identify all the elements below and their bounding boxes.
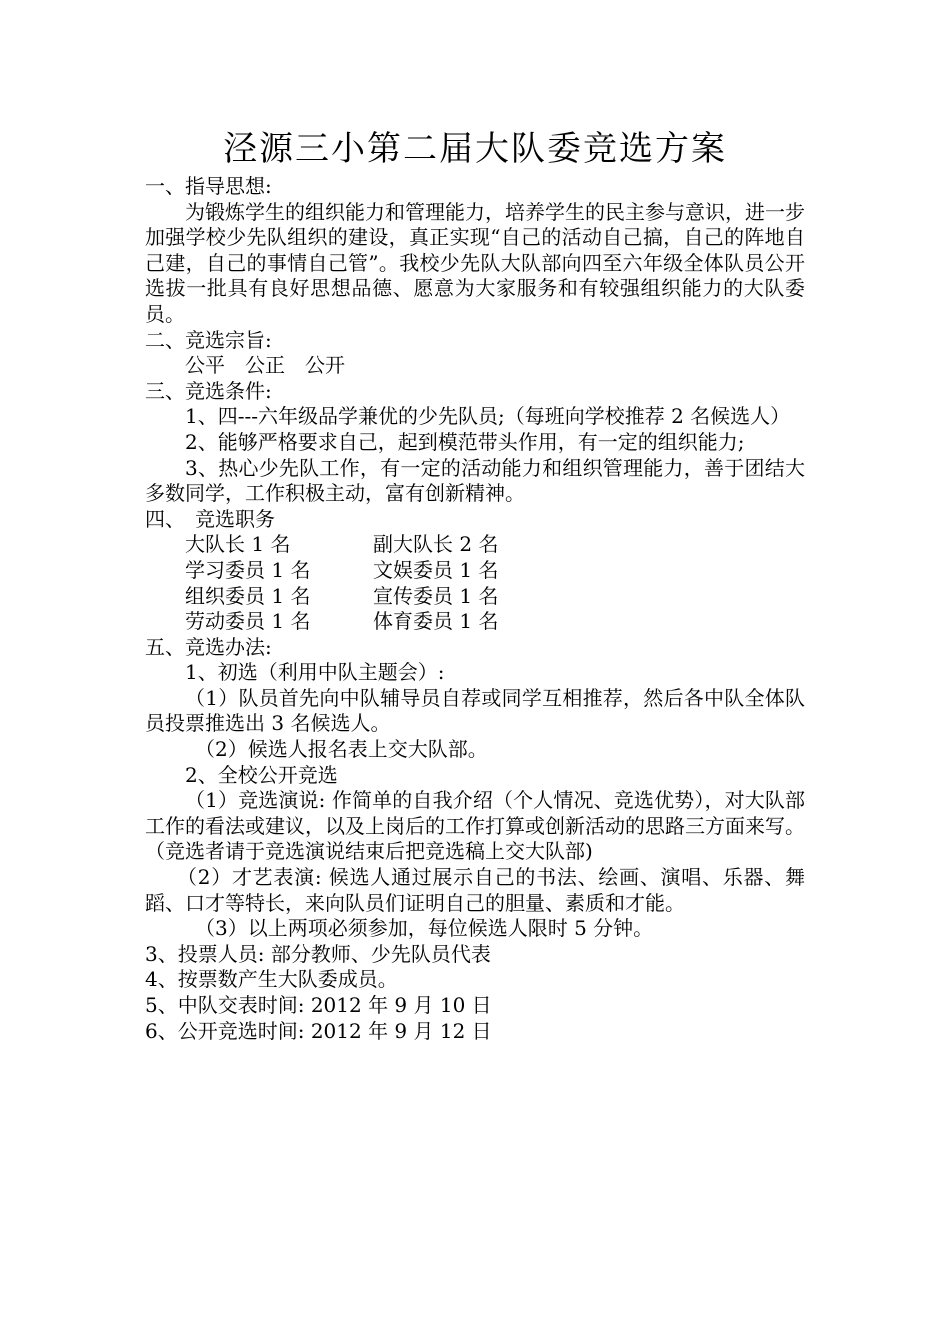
position-label: 宣传委员 1 名 bbox=[373, 583, 499, 608]
position-label: 学习委员 1 名 bbox=[185, 557, 311, 582]
method-step-2b: （2）才艺表演: 候选人通过展示自己的书法、绘画、演唱、乐器、舞蹈、口才等特长，来向队员们证明自己的胆量、素质和才能。 bbox=[145, 865, 805, 915]
method-step-2c: （3）以上两项必须参加，每位候选人限时 5 分钟。 bbox=[195, 916, 654, 941]
method-step-2a: （1）竞选演说: 作简单的自我介绍（个人情况、竞选优势），对大队部工作的看法或建议，以及上岗后的工作打算或创新活动的思路三方面来写。（竞选者请于竞选演说结束后把竞选稿上交大队部) bbox=[145, 788, 805, 864]
position-label: 文娱委员 1 名 bbox=[373, 557, 499, 582]
method-step-1a: （1）队员首先向中队辅导员自荐或同学互相推荐，然后各中队全体队员投票推选出 3 名候选人。 bbox=[145, 685, 805, 736]
positions-row bbox=[145, 558, 805, 584]
position-label: 劳动委员 1 名 bbox=[185, 609, 311, 634]
section-heading-positions: 四、 竞选职务 bbox=[145, 506, 275, 531]
item-voters: 3、投票人员: 部分教师、少先队员代表 bbox=[145, 941, 491, 966]
method-step-2: 2、全校公开竞选 bbox=[185, 762, 338, 787]
item-submission-date: 5、中队交表时间: 2012 年 9 月 10 日 bbox=[145, 993, 492, 1017]
item-election-date: 6、公开竞选时间: 2012 年 9 月 12 日 bbox=[145, 1018, 492, 1043]
section-heading-guiding-thought: 一、指导思想: bbox=[145, 174, 272, 198]
condition-item-3: 3、热心少先队工作，有一定的活动能力和组织管理能力，善于团结大多数同学，工作积极主动，富有创新精神。 bbox=[145, 455, 805, 506]
method-step-1b: （2）候选人报名表上交大队部。 bbox=[195, 737, 488, 762]
position-label: 组织委员 1 名 bbox=[185, 583, 311, 608]
item-result: 4、按票数产生大队委成员。 bbox=[145, 967, 398, 992]
method-step-1: 1、初选（利用中队主题会）: bbox=[185, 660, 445, 685]
condition-item-2: 2、能够严格要求自己，起到模范带头作用，有一定的组织能力; bbox=[185, 429, 745, 454]
section-heading-purpose: 二、竞选宗旨: bbox=[145, 327, 272, 352]
paragraph-guiding-thought: 为锻炼学生的组织能力和管理能力，培养学生的民主参与意识，进一步加强学校少先队组织的建设，真正实现“自己的活动自己搞，自己的阵地自己建，自己的事情自己管”。我校少先队大队部向四至六年级全体队员公开选拔一批具有良好思想品德、愿意为大家服务和有较强组织能力的大队委员。 bbox=[145, 199, 805, 326]
position-label: 副大队长 2 名 bbox=[373, 532, 499, 557]
position-label: 体育委员 1 名 bbox=[373, 609, 499, 634]
positions-row bbox=[145, 584, 805, 610]
section-heading-conditions: 三、竞选条件: bbox=[145, 378, 272, 403]
positions-row bbox=[145, 609, 805, 635]
paragraph-purpose: 公平 公正 公开 bbox=[185, 353, 345, 378]
position-label: 大队长 1 名 bbox=[185, 532, 291, 557]
section-heading-method: 五、竞选办法: bbox=[145, 634, 272, 659]
condition-item-1: 1、四---六年级品学兼优的少先队员;（每班向学校推荐 2 名候选人） bbox=[185, 404, 791, 429]
page-title: 泾源三小第二届大队委竞选方案 bbox=[223, 129, 727, 169]
positions-row bbox=[145, 532, 805, 558]
document-body bbox=[145, 174, 805, 1044]
